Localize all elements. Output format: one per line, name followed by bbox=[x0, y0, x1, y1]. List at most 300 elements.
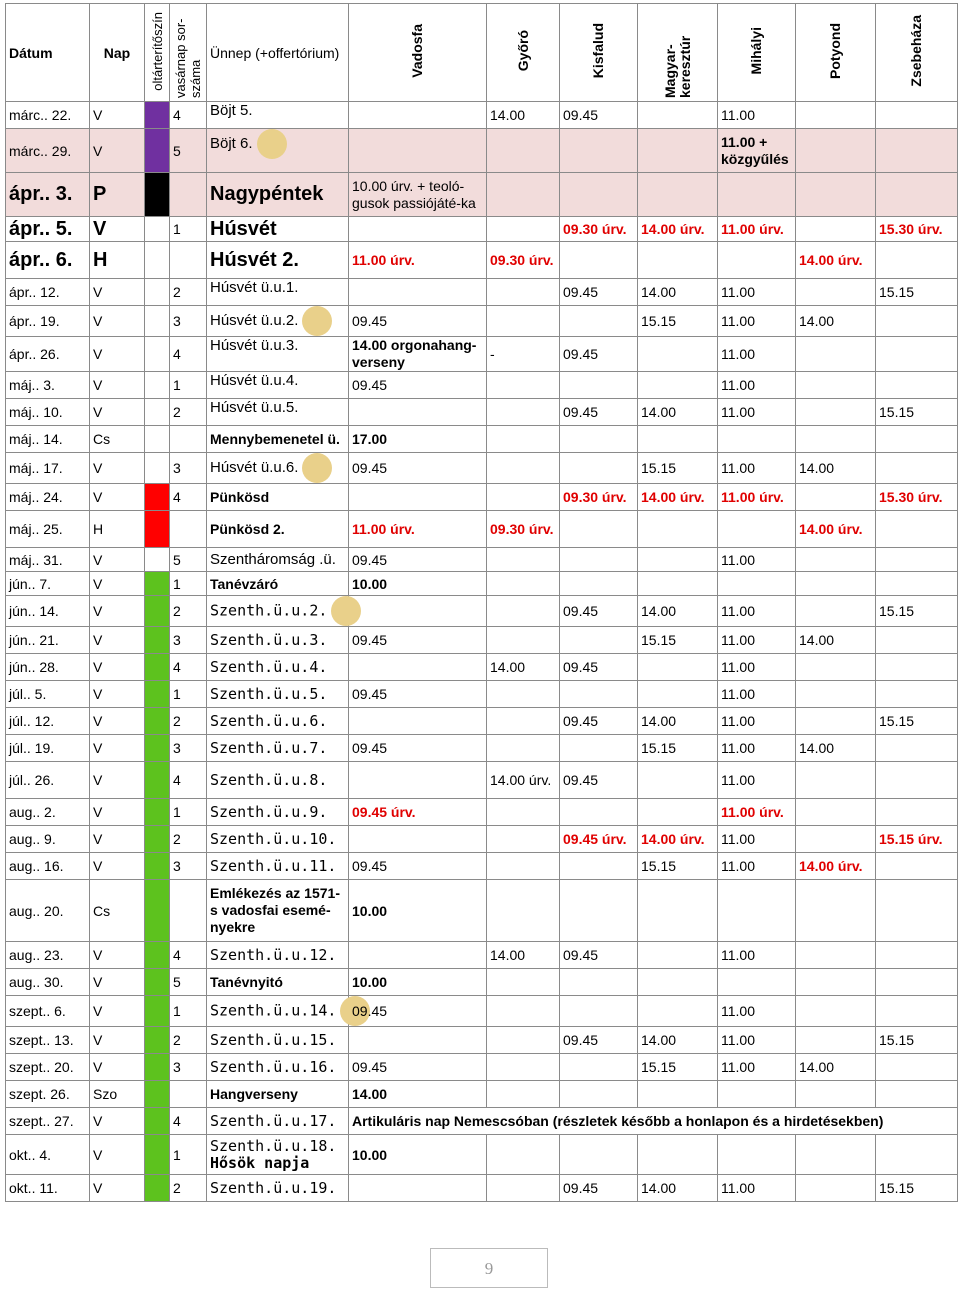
header-datum: Dátum bbox=[6, 4, 90, 102]
cell-feast bbox=[207, 1081, 349, 1108]
cell-day bbox=[90, 484, 145, 511]
cell-sunday-number bbox=[170, 826, 207, 853]
cell-zsebehaza bbox=[876, 1175, 958, 1202]
time-text: 14.00 bbox=[799, 1059, 835, 1075]
cell-date bbox=[6, 173, 90, 217]
date-text: máj.. 31. bbox=[9, 551, 63, 568]
cell-gyoro bbox=[487, 306, 560, 337]
note-text: Artikuláris nap Nemescsóban (részletek később a honlapon és a hirdetésekben) bbox=[352, 1113, 884, 1129]
cell-potyond bbox=[796, 762, 876, 799]
cell-magyarkeresztur bbox=[638, 279, 718, 306]
cell-gyoro bbox=[487, 596, 560, 627]
cell-feast bbox=[207, 484, 349, 511]
cell-gyoro bbox=[487, 129, 560, 173]
day-text: V bbox=[93, 107, 103, 123]
cell-date bbox=[6, 826, 90, 853]
time-text: 09.45 bbox=[352, 740, 388, 756]
cell-potyond bbox=[796, 1054, 876, 1081]
cell-feast bbox=[207, 572, 349, 596]
cell-date bbox=[6, 654, 90, 681]
time-text: 14.00 úrv. bbox=[799, 252, 863, 268]
cell-magyarkeresztur bbox=[638, 1175, 718, 1202]
day-text: H bbox=[93, 248, 108, 271]
cell-feast bbox=[207, 511, 349, 548]
table-row bbox=[6, 708, 958, 735]
feast-text: Szenth.ü.u.12. bbox=[210, 946, 337, 964]
date-text: máj.. 24. bbox=[9, 489, 63, 505]
cell-sunday-number bbox=[170, 511, 207, 548]
cell-day bbox=[90, 306, 145, 337]
cell-mihalyi bbox=[718, 942, 796, 969]
cell-zsebehaza bbox=[876, 453, 958, 484]
cell-magyarkeresztur bbox=[638, 484, 718, 511]
feast-text: Húsvét ü.u.5. bbox=[210, 399, 299, 416]
cell-feast bbox=[207, 880, 349, 942]
cell-day bbox=[90, 708, 145, 735]
cell-vadosfa bbox=[349, 708, 487, 735]
cell-zsebehaza bbox=[876, 173, 958, 217]
date-text: aug.. 16. bbox=[9, 858, 64, 874]
cell-date bbox=[6, 572, 90, 596]
time-text: 14.00 bbox=[799, 313, 835, 329]
time-text: 09.45 bbox=[563, 713, 599, 729]
cell-feast bbox=[207, 399, 349, 426]
table-row bbox=[6, 1027, 958, 1054]
cell-sunday-number bbox=[170, 453, 207, 484]
time-text: 14.00 úrv. bbox=[799, 858, 863, 874]
date-text: szept. 26. bbox=[9, 1086, 70, 1102]
cell-vadosfa bbox=[349, 596, 487, 627]
day-text: V bbox=[93, 772, 103, 788]
cell-magyarkeresztur bbox=[638, 173, 718, 217]
cell-vadosfa bbox=[349, 337, 487, 372]
cell-vadosfa bbox=[349, 306, 487, 337]
cell-color-swatch bbox=[145, 242, 170, 279]
time-text: 11.00 bbox=[721, 686, 755, 702]
date-text: jún.. 21. bbox=[9, 632, 59, 648]
day-text: Szo bbox=[93, 1086, 118, 1102]
time-text: 11.00 bbox=[721, 460, 755, 476]
cell-gyoro bbox=[487, 173, 560, 217]
cell-date bbox=[6, 708, 90, 735]
table-row bbox=[6, 102, 958, 129]
rose-icon bbox=[257, 129, 287, 159]
cell-day bbox=[90, 572, 145, 596]
time-text: 11.00 bbox=[721, 107, 755, 123]
time-text: 15.15 bbox=[879, 1180, 915, 1196]
cell-feast bbox=[207, 1054, 349, 1081]
time-text: 09.45 bbox=[352, 1003, 388, 1019]
cell-feast bbox=[207, 129, 349, 173]
time-text: 15.15 bbox=[641, 313, 677, 329]
cell-gyoro bbox=[487, 242, 560, 279]
cell-vadosfa bbox=[349, 762, 487, 799]
time-text: 15.15 bbox=[641, 460, 677, 476]
sunday-number-text: 1 bbox=[173, 804, 181, 820]
cell-color-swatch bbox=[145, 969, 170, 996]
time-text: 11.00 bbox=[721, 831, 755, 847]
cell-kisfalud bbox=[560, 511, 638, 548]
day-text: V bbox=[93, 858, 103, 874]
feast-text: Szenth.ü.u.15. bbox=[210, 1031, 337, 1049]
cell-potyond bbox=[796, 102, 876, 129]
cell-potyond bbox=[796, 484, 876, 511]
cell-sunday-number bbox=[170, 372, 207, 399]
cell-kisfalud bbox=[560, 627, 638, 654]
cell-gyoro bbox=[487, 799, 560, 826]
sunday-number-text: 3 bbox=[173, 460, 181, 476]
cell-potyond bbox=[796, 681, 876, 708]
time-text: 14.00 bbox=[352, 1086, 388, 1102]
cell-day bbox=[90, 1108, 145, 1135]
table-row bbox=[6, 1135, 958, 1175]
time-text: 09.45 bbox=[563, 404, 599, 420]
cell-kisfalud bbox=[560, 681, 638, 708]
cell-date bbox=[6, 1108, 90, 1135]
cell-date bbox=[6, 853, 90, 880]
cell-sunday-number bbox=[170, 853, 207, 880]
feast-text: Tanévnyitó bbox=[210, 974, 283, 990]
cell-mihalyi bbox=[718, 996, 796, 1027]
sunday-number-text: 4 bbox=[173, 346, 181, 362]
cell-potyond bbox=[796, 511, 876, 548]
time-text: 14.00 bbox=[641, 1180, 677, 1196]
cell-zsebehaza bbox=[876, 511, 958, 548]
time-text: 09.45 bbox=[352, 460, 388, 476]
day-text: V bbox=[93, 217, 107, 240]
cell-potyond bbox=[796, 453, 876, 484]
cell-color-swatch bbox=[145, 627, 170, 654]
cell-zsebehaza bbox=[876, 1081, 958, 1108]
table-row bbox=[6, 969, 958, 996]
cell-color-swatch bbox=[145, 853, 170, 880]
cell-potyond bbox=[796, 1027, 876, 1054]
time-text: 09.45 bbox=[352, 313, 388, 329]
table-row bbox=[6, 996, 958, 1027]
day-text: V bbox=[93, 489, 103, 505]
cell-gyoro bbox=[487, 217, 560, 242]
cell-feast bbox=[207, 1175, 349, 1202]
cell-vadosfa bbox=[349, 453, 487, 484]
cell-mihalyi bbox=[718, 1054, 796, 1081]
sunday-number-text: 2 bbox=[173, 603, 181, 619]
cell-feast bbox=[207, 735, 349, 762]
cell-magyarkeresztur bbox=[638, 969, 718, 996]
cell-magyarkeresztur bbox=[638, 942, 718, 969]
cell-gyoro bbox=[487, 372, 560, 399]
day-text: V bbox=[93, 947, 103, 963]
time-text: 15.15 bbox=[641, 1059, 677, 1075]
cell-potyond bbox=[796, 654, 876, 681]
cell-day bbox=[90, 511, 145, 548]
cell-sunday-number bbox=[170, 799, 207, 826]
table-row bbox=[6, 654, 958, 681]
feast-text: Szenth.ü.u.19. bbox=[210, 1179, 337, 1197]
cell-gyoro bbox=[487, 399, 560, 426]
cell-feast bbox=[207, 242, 349, 279]
cell-magyarkeresztur bbox=[638, 762, 718, 799]
cell-mihalyi bbox=[718, 799, 796, 826]
time-text: 14.00 bbox=[641, 284, 677, 300]
day-text: V bbox=[93, 460, 103, 476]
cell-zsebehaza bbox=[876, 942, 958, 969]
cell-color-swatch bbox=[145, 762, 170, 799]
feast-text: Hangverseny bbox=[210, 1086, 298, 1102]
header-kisfalud: Kisfalud bbox=[560, 4, 638, 102]
cell-mihalyi bbox=[718, 1135, 796, 1175]
cell-color-swatch bbox=[145, 399, 170, 426]
sunday-number-text: 2 bbox=[173, 831, 181, 847]
cell-sunday-number bbox=[170, 654, 207, 681]
cell-potyond bbox=[796, 372, 876, 399]
cell-vadosfa bbox=[349, 654, 487, 681]
cell-vadosfa bbox=[349, 735, 487, 762]
cell-magyarkeresztur bbox=[638, 242, 718, 279]
cell-mihalyi bbox=[718, 511, 796, 548]
time-text: 11.00 úrv. bbox=[352, 252, 415, 268]
cell-feast bbox=[207, 1108, 349, 1135]
cell-potyond bbox=[796, 996, 876, 1027]
sunday-number-text: 1 bbox=[173, 1146, 181, 1163]
feast-text: Nagypéntek bbox=[210, 183, 324, 205]
cell-vadosfa bbox=[349, 372, 487, 399]
time-text: 09.45 bbox=[352, 686, 388, 702]
cell-zsebehaza bbox=[876, 426, 958, 453]
cell-feast bbox=[207, 217, 349, 242]
cell-magyarkeresztur bbox=[638, 708, 718, 735]
cell-potyond bbox=[796, 173, 876, 217]
cell-mihalyi bbox=[718, 426, 796, 453]
date-text: ápr.. 26. bbox=[9, 346, 60, 362]
cell-sunday-number bbox=[170, 1027, 207, 1054]
table-row bbox=[6, 762, 958, 799]
cell-vadosfa bbox=[349, 217, 487, 242]
time-text: 11.00 bbox=[721, 377, 755, 393]
table-row bbox=[6, 372, 958, 399]
header-magyarkeresztur: Magyar-keresztúr bbox=[638, 4, 718, 102]
date-text: szept.. 6. bbox=[9, 1003, 66, 1019]
table-row bbox=[6, 242, 958, 279]
cell-mihalyi bbox=[718, 173, 796, 217]
cell-gyoro bbox=[487, 1175, 560, 1202]
cell-magyarkeresztur bbox=[638, 735, 718, 762]
cell-potyond bbox=[796, 942, 876, 969]
cell-vadosfa bbox=[349, 996, 487, 1027]
cell-gyoro bbox=[487, 279, 560, 306]
time-text: 11.00 bbox=[721, 1059, 755, 1075]
header-gyoro: Győró bbox=[487, 4, 560, 102]
cell-color-swatch bbox=[145, 102, 170, 129]
time-text: 15.15 bbox=[879, 713, 915, 729]
cell-feast bbox=[207, 799, 349, 826]
cell-sunday-number bbox=[170, 337, 207, 372]
cell-sunday-number bbox=[170, 762, 207, 799]
cell-day bbox=[90, 1135, 145, 1175]
day-text: Cs bbox=[93, 902, 111, 919]
cell-feast bbox=[207, 681, 349, 708]
cell-mihalyi bbox=[718, 1081, 796, 1108]
sunday-number-text: 3 bbox=[173, 632, 181, 648]
cell-sunday-number bbox=[170, 942, 207, 969]
cell-mihalyi bbox=[718, 735, 796, 762]
cell-color-swatch bbox=[145, 306, 170, 337]
cell-mihalyi bbox=[718, 306, 796, 337]
cell-date bbox=[6, 880, 90, 942]
time-text: 14.00 bbox=[490, 107, 526, 123]
cell-potyond bbox=[796, 735, 876, 762]
cell-magyarkeresztur bbox=[638, 853, 718, 880]
cell-kisfalud bbox=[560, 853, 638, 880]
cell-zsebehaza bbox=[876, 337, 958, 372]
cell-date bbox=[6, 306, 90, 337]
cell-vadosfa bbox=[349, 627, 487, 654]
cell-potyond bbox=[796, 217, 876, 242]
feast-text: Pünkösd bbox=[210, 489, 270, 505]
time-text: 17.00 bbox=[352, 431, 388, 447]
cell-mihalyi bbox=[718, 627, 796, 654]
cell-date bbox=[6, 1027, 90, 1054]
cell-feast bbox=[207, 627, 349, 654]
day-text: V bbox=[93, 1180, 103, 1196]
cell-zsebehaza bbox=[876, 880, 958, 942]
cell-day bbox=[90, 969, 145, 996]
day-text: V bbox=[93, 575, 103, 592]
cell-color-swatch bbox=[145, 453, 170, 484]
day-text: V bbox=[93, 831, 103, 847]
date-text: ápr.. 6. bbox=[9, 248, 73, 271]
cell-vadosfa bbox=[349, 942, 487, 969]
sunday-number-text: 1 bbox=[173, 1003, 181, 1019]
cell-kisfalud bbox=[560, 654, 638, 681]
time-text: 09.45 bbox=[563, 659, 599, 675]
time-text: 10.00 úrv. + teoló-gusok passiójáté-ka bbox=[352, 177, 476, 211]
cell-color-swatch bbox=[145, 596, 170, 627]
cell-day bbox=[90, 1175, 145, 1202]
cell-magyarkeresztur bbox=[638, 572, 718, 596]
date-text: aug.. 30. bbox=[9, 974, 64, 990]
cell-zsebehaza bbox=[876, 735, 958, 762]
day-text: V bbox=[93, 551, 103, 568]
cell-kisfalud bbox=[560, 372, 638, 399]
cell-day bbox=[90, 453, 145, 484]
date-text: ápr.. 5. bbox=[9, 217, 73, 240]
feast-text: Szenth.ü.u.7. bbox=[210, 739, 328, 757]
sunday-number-text: 2 bbox=[173, 1180, 181, 1196]
cell-zsebehaza bbox=[876, 826, 958, 853]
date-text: okt.. 4. bbox=[9, 1146, 52, 1163]
cell-day bbox=[90, 337, 145, 372]
feast-text: Húsvét ü.u.2. bbox=[210, 311, 299, 329]
cell-date bbox=[6, 372, 90, 399]
cell-kisfalud bbox=[560, 306, 638, 337]
table-row bbox=[6, 1081, 958, 1108]
cell-gyoro bbox=[487, 102, 560, 129]
date-text: aug.. 20. bbox=[9, 902, 64, 919]
cell-kisfalud bbox=[560, 242, 638, 279]
cell-color-swatch bbox=[145, 337, 170, 372]
table-row bbox=[6, 484, 958, 511]
cell-gyoro bbox=[487, 548, 560, 572]
day-text: V bbox=[93, 632, 103, 648]
table-row bbox=[6, 627, 958, 654]
time-text: 09.45 bbox=[563, 107, 599, 123]
time-text: 11.00 bbox=[721, 1032, 755, 1048]
cell-potyond bbox=[796, 880, 876, 942]
time-text: 09.30 úrv. bbox=[490, 520, 554, 537]
cell-vadosfa bbox=[349, 1175, 487, 1202]
cell-date bbox=[6, 1135, 90, 1175]
cell-potyond bbox=[796, 242, 876, 279]
cell-kisfalud bbox=[560, 1175, 638, 1202]
time-text: 11.00 bbox=[721, 404, 755, 420]
time-text: 11.00 bbox=[721, 740, 755, 756]
cell-date bbox=[6, 627, 90, 654]
table-row bbox=[6, 426, 958, 453]
feast-text: Emlékezés az 1571-s vadosfai esemé-nyekre bbox=[210, 885, 340, 935]
day-text: V bbox=[93, 313, 103, 329]
cell-magyarkeresztur bbox=[638, 1081, 718, 1108]
cell-feast bbox=[207, 426, 349, 453]
cell-kisfalud bbox=[560, 762, 638, 799]
cell-kisfalud bbox=[560, 799, 638, 826]
time-text: 09.45 bbox=[563, 772, 599, 788]
cell-color-swatch bbox=[145, 942, 170, 969]
cell-mihalyi bbox=[718, 279, 796, 306]
day-text: V bbox=[93, 804, 103, 820]
feast-text: Szenth.ü.u.16. bbox=[210, 1058, 337, 1076]
cell-gyoro bbox=[487, 942, 560, 969]
cell-date bbox=[6, 681, 90, 708]
date-text: aug.. 9. bbox=[9, 831, 56, 847]
cell-vadosfa bbox=[349, 572, 487, 596]
cell-mihalyi bbox=[718, 399, 796, 426]
table-row bbox=[6, 572, 958, 596]
cell-kisfalud bbox=[560, 453, 638, 484]
cell-color-swatch bbox=[145, 1054, 170, 1081]
feast-text: Szenth.ü.u.18. bbox=[210, 1136, 337, 1155]
cell-day bbox=[90, 762, 145, 799]
cell-sunday-number bbox=[170, 681, 207, 708]
cell-color-swatch bbox=[145, 799, 170, 826]
cell-vadosfa bbox=[349, 1027, 487, 1054]
cell-day bbox=[90, 173, 145, 217]
cell-mihalyi bbox=[718, 596, 796, 627]
cell-magyarkeresztur bbox=[638, 596, 718, 627]
time-text: 10.00 bbox=[352, 974, 388, 990]
cell-date bbox=[6, 242, 90, 279]
cell-kisfalud bbox=[560, 426, 638, 453]
cell-date bbox=[6, 511, 90, 548]
feast-text: Szenth.ü.u.14. bbox=[210, 1001, 337, 1020]
cell-zsebehaza bbox=[876, 548, 958, 572]
sunday-number-text: 1 bbox=[173, 575, 181, 592]
cell-color-swatch bbox=[145, 708, 170, 735]
cell-color-swatch bbox=[145, 681, 170, 708]
table-row bbox=[6, 453, 958, 484]
time-text: 11.00 bbox=[721, 603, 755, 619]
table-row bbox=[6, 735, 958, 762]
cell-vadosfa bbox=[349, 173, 487, 217]
cell-day bbox=[90, 735, 145, 762]
cell-sunday-number bbox=[170, 1135, 207, 1175]
cell-color-swatch bbox=[145, 372, 170, 399]
cell-gyoro bbox=[487, 426, 560, 453]
cell-sunday-number bbox=[170, 708, 207, 735]
cell-kisfalud bbox=[560, 279, 638, 306]
time-text: 10.00 bbox=[352, 1146, 388, 1163]
cell-note bbox=[349, 1108, 958, 1135]
cell-feast bbox=[207, 372, 349, 399]
